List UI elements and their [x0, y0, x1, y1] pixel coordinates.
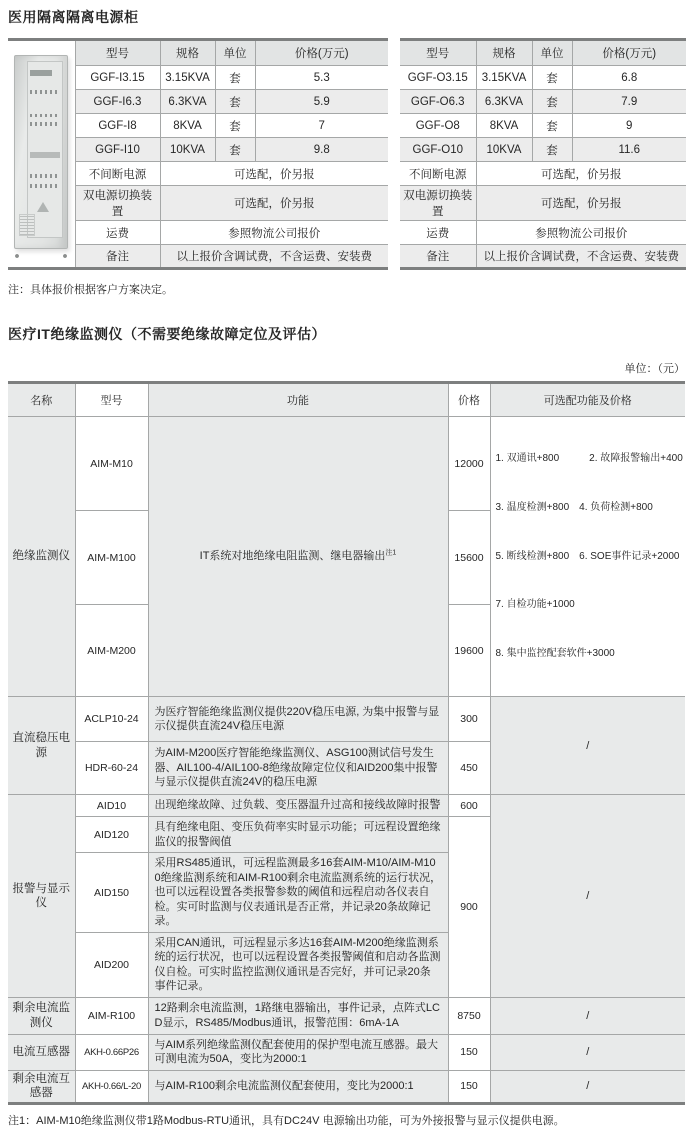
- function-cell: 与AIM系列绝缘监测仪配套使用的保护型电流互感器。最大可测电流为50A，变比为2000:1: [148, 1034, 448, 1070]
- col-header-unit: 单位: [215, 40, 255, 66]
- cabinet-module-strip: [30, 174, 60, 178]
- options-none-cell: /: [490, 1070, 685, 1103]
- ggf-right-table: [400, 38, 686, 270]
- options-none-cell: /: [490, 1034, 685, 1070]
- price-cell: 6.8: [572, 66, 686, 90]
- row-label: 不间断电源: [400, 162, 476, 186]
- unit-cell: 套: [532, 66, 572, 90]
- row-value: 以上报价含调试费，不含运费、安装费: [160, 245, 388, 269]
- col-header-model: 型号: [75, 40, 160, 66]
- group-name-cell: 报警与显示仪: [8, 795, 75, 998]
- table-row: [400, 138, 686, 162]
- table-row: [400, 114, 686, 138]
- function-cell: 为医疗智能绝缘监测仪提供220V稳压电源, 为集中报警与显示仪提供直流24V稳压电源: [148, 697, 448, 742]
- table-row: [400, 245, 686, 269]
- model-cell: GGF-I3.15: [75, 66, 160, 90]
- table-row: [8, 795, 685, 817]
- model-cell: AIM-R100: [75, 997, 148, 1034]
- price-cell: 900: [448, 817, 490, 998]
- col-header-price: 价格(万元): [255, 40, 388, 66]
- function-cell: 采用RS485通讯，可远程监测最多16套AIM-M10/AIM-M100绝缘监测系统和AIM-R100剩余电流监测系统的运行状况，也可以远程设置各类报警参数的阈值和远程启动各仪表自检。实可时监测与仪表通讯是否正常，并记录20条故障记录。: [148, 853, 448, 933]
- function-cell: 采用CAN通讯，可远程显示多达16套AIM-M200绝缘监测系统的运行状况，也可以远程设置各类报警阈值和启动各监测仪自检。可实时监控监测仪通讯是否完好，并可记录20条事件记录。: [148, 932, 448, 997]
- row-value: 参照物流公司报价: [160, 221, 388, 245]
- group-name-cell: 剩余电流监测仪: [8, 997, 75, 1034]
- unit-label: 单位：（元）: [624, 363, 685, 375]
- function-cell: 与AIM-R100剩余电流监测仪配套使用，变比为2000:1: [148, 1070, 448, 1103]
- col-header-options: 可选配功能及价格: [490, 383, 685, 417]
- price-cell: 600: [448, 795, 490, 817]
- cabinet-photo: [8, 40, 75, 269]
- price-cell: 7.9: [572, 90, 686, 114]
- table-row: [8, 1034, 685, 1070]
- price-cell: 19600: [448, 605, 490, 697]
- row-value: 可选配，价另报: [476, 162, 686, 186]
- function-cell: 具有绝缘电阻、变压负荷率实时显示功能；可远程设置绝缘监仪的报警阀值: [148, 817, 448, 853]
- model-cell: AID120: [75, 817, 148, 853]
- row-value: 以上报价含调试费，不含运费、安装费: [476, 245, 686, 269]
- function-text: IT系统对地绝缘电阻监测、继电器输出: [199, 550, 386, 563]
- model-cell: AKH-0.66P26: [75, 1034, 148, 1070]
- row-label: 双电源切换装置: [75, 186, 160, 221]
- price-cell: 15600: [448, 511, 490, 605]
- table-row: [8, 697, 685, 742]
- footnote-ref: 注1: [385, 549, 397, 557]
- cabinet-vent: [19, 214, 35, 236]
- row-label: 不间断电源: [75, 162, 160, 186]
- cabinet-body: [14, 55, 68, 249]
- price-cell: 300: [448, 697, 490, 742]
- table-row: [400, 221, 686, 245]
- cabinet-brand-label: [30, 70, 52, 76]
- cabinet-module-strip: [30, 90, 60, 94]
- model-cell: AID150: [75, 853, 148, 933]
- price-cell: 8750: [448, 997, 490, 1034]
- unit-cell: 套: [215, 138, 255, 162]
- model-cell: GGF-I10: [75, 138, 160, 162]
- footnote: 注1：AIM-M10绝缘监测仪带1路Modbus-RTU通讯，具有DC24V 电源输出功能，可为外接报警与显示仪提供电源。: [8, 1114, 565, 1127]
- table-row: [400, 162, 686, 186]
- col-header-unit: 单位: [532, 40, 572, 66]
- cabinet-module-strip: [30, 184, 60, 188]
- option-line: 3. 温度检测+800 4. 负荷检测+800: [495, 501, 653, 513]
- section1-title: 医用隔离隔离电源柜: [8, 9, 139, 25]
- price-cell: 5.3: [255, 66, 388, 90]
- pricing-note: 注：具体报价根据客户方案决定。: [8, 284, 173, 296]
- unit-cell: 套: [215, 90, 255, 114]
- table-row: [400, 90, 686, 114]
- model-cell: AID10: [75, 795, 148, 817]
- model-cell: AID200: [75, 932, 148, 997]
- model-cell: GGF-O10: [400, 138, 476, 162]
- cabinet-illustration: [11, 53, 71, 258]
- price-cell: 5.9: [255, 90, 388, 114]
- table-row: [400, 186, 686, 221]
- group-name-cell: 剩余电流互感器: [8, 1070, 75, 1103]
- unit-cell: 套: [215, 114, 255, 138]
- model-cell: GGF-O8: [400, 114, 476, 138]
- group-name-cell: 电流互感器: [8, 1034, 75, 1070]
- function-cell: [148, 417, 448, 697]
- row-value: 可选配，价另报: [476, 186, 686, 221]
- model-cell: AIM-M200: [75, 605, 148, 697]
- function-cell: 为AIM-M200医疗智能绝缘监测仪、ASG100测试信号发生器、AIL100-4/AIL100-8绝缘故障定位仪和AID200集中报警与显示仪提供直流24V的稳压电源: [148, 742, 448, 795]
- col-header-spec: 规格: [160, 40, 215, 66]
- price-cell: 12000: [448, 417, 490, 511]
- row-value: 参照物流公司报价: [476, 221, 686, 245]
- section2-title: 医疗IT绝缘监测仪（不需要绝缘故障定位及评估）: [8, 326, 326, 342]
- price-cell: 450: [448, 742, 490, 795]
- col-header-model: 型号: [400, 40, 476, 66]
- row-label: 备注: [75, 245, 160, 269]
- row-label: 双电源切换装置: [400, 186, 476, 221]
- spec-cell: 8KVA: [476, 114, 532, 138]
- model-cell: GGF-I6.3: [75, 90, 160, 114]
- function-cell: 12路剩余电流监测，1路继电器输出，事件记录，点阵式LCD显示，RS485/Modbus通讯，报警范围：6mA-1A: [148, 997, 448, 1034]
- price-cell: 150: [448, 1070, 490, 1103]
- unit-cell: 套: [532, 138, 572, 162]
- model-cell: GGF-O6.3: [400, 90, 476, 114]
- model-cell: ACLP10-24: [75, 697, 148, 742]
- cabinet-module-strip: [30, 114, 60, 117]
- row-label: 运费: [75, 221, 160, 245]
- price-cell: 150: [448, 1034, 490, 1070]
- spec-cell: 3.15KVA: [160, 66, 215, 90]
- it-monitor-table: [8, 381, 685, 1105]
- unit-cell: 套: [532, 114, 572, 138]
- model-cell: AIM-M10: [75, 417, 148, 511]
- warning-triangle-icon: [37, 202, 49, 212]
- options-cell: [490, 417, 685, 697]
- row-label: 备注: [400, 245, 476, 269]
- group-name-cell: 绝缘监测仪: [8, 417, 75, 697]
- spec-cell: 8KVA: [160, 114, 215, 138]
- cabinet-display: [30, 152, 60, 158]
- table-row: [8, 997, 685, 1034]
- unit-cell: 套: [215, 66, 255, 90]
- row-value: 可选配，价另报: [160, 186, 388, 221]
- col-header-model: 型号: [75, 383, 148, 417]
- spec-cell: 10KVA: [160, 138, 215, 162]
- ggf-tables-row: [8, 38, 686, 270]
- row-value: 可选配，价另报: [160, 162, 388, 186]
- col-header-price: 价格(万元): [572, 40, 686, 66]
- option-line: 8. 集中监控配套软件+3000: [495, 647, 615, 659]
- col-header-name: 名称: [8, 383, 75, 417]
- ggf-left-table: [8, 38, 388, 270]
- spec-cell: 6.3KVA: [160, 90, 215, 114]
- row-label: 运费: [400, 221, 476, 245]
- table-row: [8, 417, 685, 511]
- table-row: [8, 1070, 685, 1103]
- price-cell: 7: [255, 114, 388, 138]
- spec-cell: 3.15KVA: [476, 66, 532, 90]
- col-header-price: 价格: [448, 383, 490, 417]
- price-cell: 11.6: [572, 138, 686, 162]
- model-cell: GGF-I8: [75, 114, 160, 138]
- table-row: [400, 66, 686, 90]
- cabinet-module-strip: [30, 122, 60, 126]
- price-cell: 9: [572, 114, 686, 138]
- model-cell: AIM-M100: [75, 511, 148, 605]
- cabinet-feet: [13, 254, 69, 258]
- option-line: 5. 断线检测+800 6. SOE事件记录+2000: [495, 550, 680, 562]
- group-name-cell: 直流稳压电源: [8, 697, 75, 795]
- option-line: 7. 自检功能+1000: [495, 599, 575, 611]
- spec-cell: 10KVA: [476, 138, 532, 162]
- options-none-cell: /: [490, 795, 685, 998]
- col-header-spec: 规格: [476, 40, 532, 66]
- model-cell: AKH-0.66/L-20: [75, 1070, 148, 1103]
- price-cell: 9.8: [255, 138, 388, 162]
- unit-cell: 套: [532, 90, 572, 114]
- options-none-cell: /: [490, 997, 685, 1034]
- model-cell: HDR-60-24: [75, 742, 148, 795]
- options-none-cell: /: [490, 697, 685, 795]
- option-line: 1. 双通讯+800 2. 故障报警输出+400: [495, 453, 683, 465]
- col-header-function: 功能: [148, 383, 448, 417]
- model-cell: GGF-O3.15: [400, 66, 476, 90]
- function-cell: 出现绝缘故障、过负载、变压器温升过高和接线故障时报警: [148, 795, 448, 817]
- spec-cell: 6.3KVA: [476, 90, 532, 114]
